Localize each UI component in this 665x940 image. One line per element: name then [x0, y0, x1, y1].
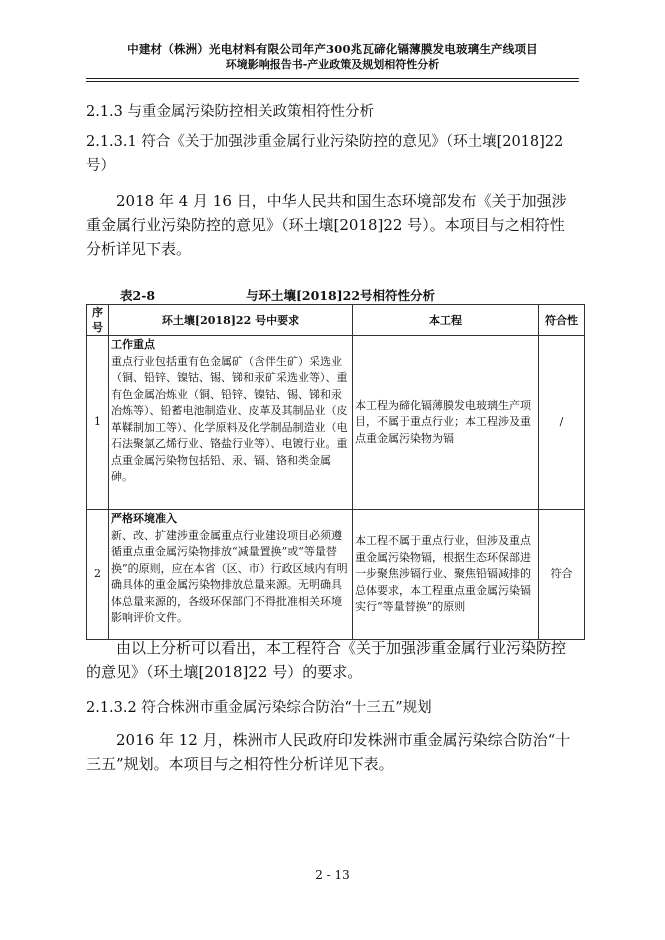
header-rule — [86, 78, 579, 79]
table-header-row — [87, 305, 585, 336]
requirement-title: 工作重点 — [111, 338, 155, 351]
section-heading-2-1-3: 2.1.3 与重金属污染防控相关政策相符性分析 — [86, 104, 375, 120]
section-heading-2-1-3-1: 2.1.3.1 符合《关于加强涉重金属行业污染防控的意见》（环土壤[2018]22号） — [86, 134, 564, 174]
row-project: 本工程不属于重点行业，但涉及重点重金属污染物镉，根据生态环保部进一步聚焦涉镉行业、聚焦铅镉减排的总体要求，本工程重点重金属污染镉实行“等量替换”的原则 — [353, 510, 539, 640]
page-number: 2 - 13 — [315, 868, 350, 882]
requirement-title: 严格环境准入 — [111, 512, 177, 525]
table-number: 表2-8 — [120, 288, 156, 303]
table-caption — [86, 286, 579, 304]
compliance-table — [86, 304, 585, 640]
row-compliance: 符合 — [539, 510, 585, 640]
header-requirement: 环土壤[2018]22 号中要求 — [109, 305, 353, 336]
header-report-title: 环境影响报告书-产业政策及规划相符性分析 — [225, 58, 440, 71]
header-compliance: 符合性 — [539, 305, 585, 336]
row-compliance: / — [539, 336, 585, 510]
paragraph-zhuzhou: 2016 年 12 月，株洲市人民政府印发株洲市重金属污染综合防治“十三五”规划。本项目与之相符性分析详见下表。 — [86, 731, 571, 773]
section-heading-2-1-3-2: 2.1.3.2 符合株洲市重金属污染综合防治“十三五”规划 — [86, 700, 432, 716]
table-row — [87, 336, 585, 510]
requirement-text: 新、改、扩建涉重金属重点行业建设项目必须遵循重点重金属污染物排放“减量置换”或“等量替换”的原则，应在本省（区、市）行政区域内有明确具体的重金属污染物排放总量来源。无明确具体总量来源的，各级环保部门不得批准相关环境影响评价文件。 — [111, 528, 348, 624]
page-header — [86, 42, 579, 72]
header-project-title: 中建材（株洲）光电材料有限公司年产300兆瓦碲化镉薄膜发电玻璃生产线项目 — [127, 42, 538, 56]
header-project: 本工程 — [353, 305, 539, 336]
paragraph-intro: 2018 年 4 月 16 日，中华人民共和国生态环境部发布《关于加强涉重金属行业污染防控的意见》（环土壤[2018]22 号）。本项目与之相符性分析详见下表。 — [86, 192, 567, 258]
paragraph-conclusion: 由以上分析可以看出，本工程符合《关于加强涉重金属行业污染防控的意见》（环土壤[2018]22 号）的要求。 — [86, 639, 567, 681]
row-requirement — [109, 510, 353, 640]
table-title: 与环土壤[2018]22号相符性分析 — [246, 288, 436, 303]
requirement-text: 重点行业包括重有色金属矿（含伴生矿）采选业（铜、铅锌、镍钴、锡、锑和汞矿采选业等）、重有色金属冶炼业（铜、铅锌、镍钴、锡、锑和汞冶炼等）、铅蓄电池制造业、皮革及其制品业（皮革鞣制加工等）、化学原料及化学制品制造业（电石法聚氯乙烯行业、铬盐行业等）、电镀行业。重点重金属污染物包括铅、汞、镉、铬和类金属砷。 — [111, 354, 348, 483]
header-no: 序号 — [87, 305, 109, 336]
row-no: 2 — [87, 510, 109, 640]
row-no: 1 — [87, 336, 109, 510]
row-project: 本工程为碲化镉薄膜发电玻璃生产项目，不属于重点行业；本工程涉及重点重金属污染物为镉 — [353, 336, 539, 510]
header-rule-thin — [86, 81, 579, 82]
row-requirement — [109, 336, 353, 510]
table-row — [87, 510, 585, 640]
